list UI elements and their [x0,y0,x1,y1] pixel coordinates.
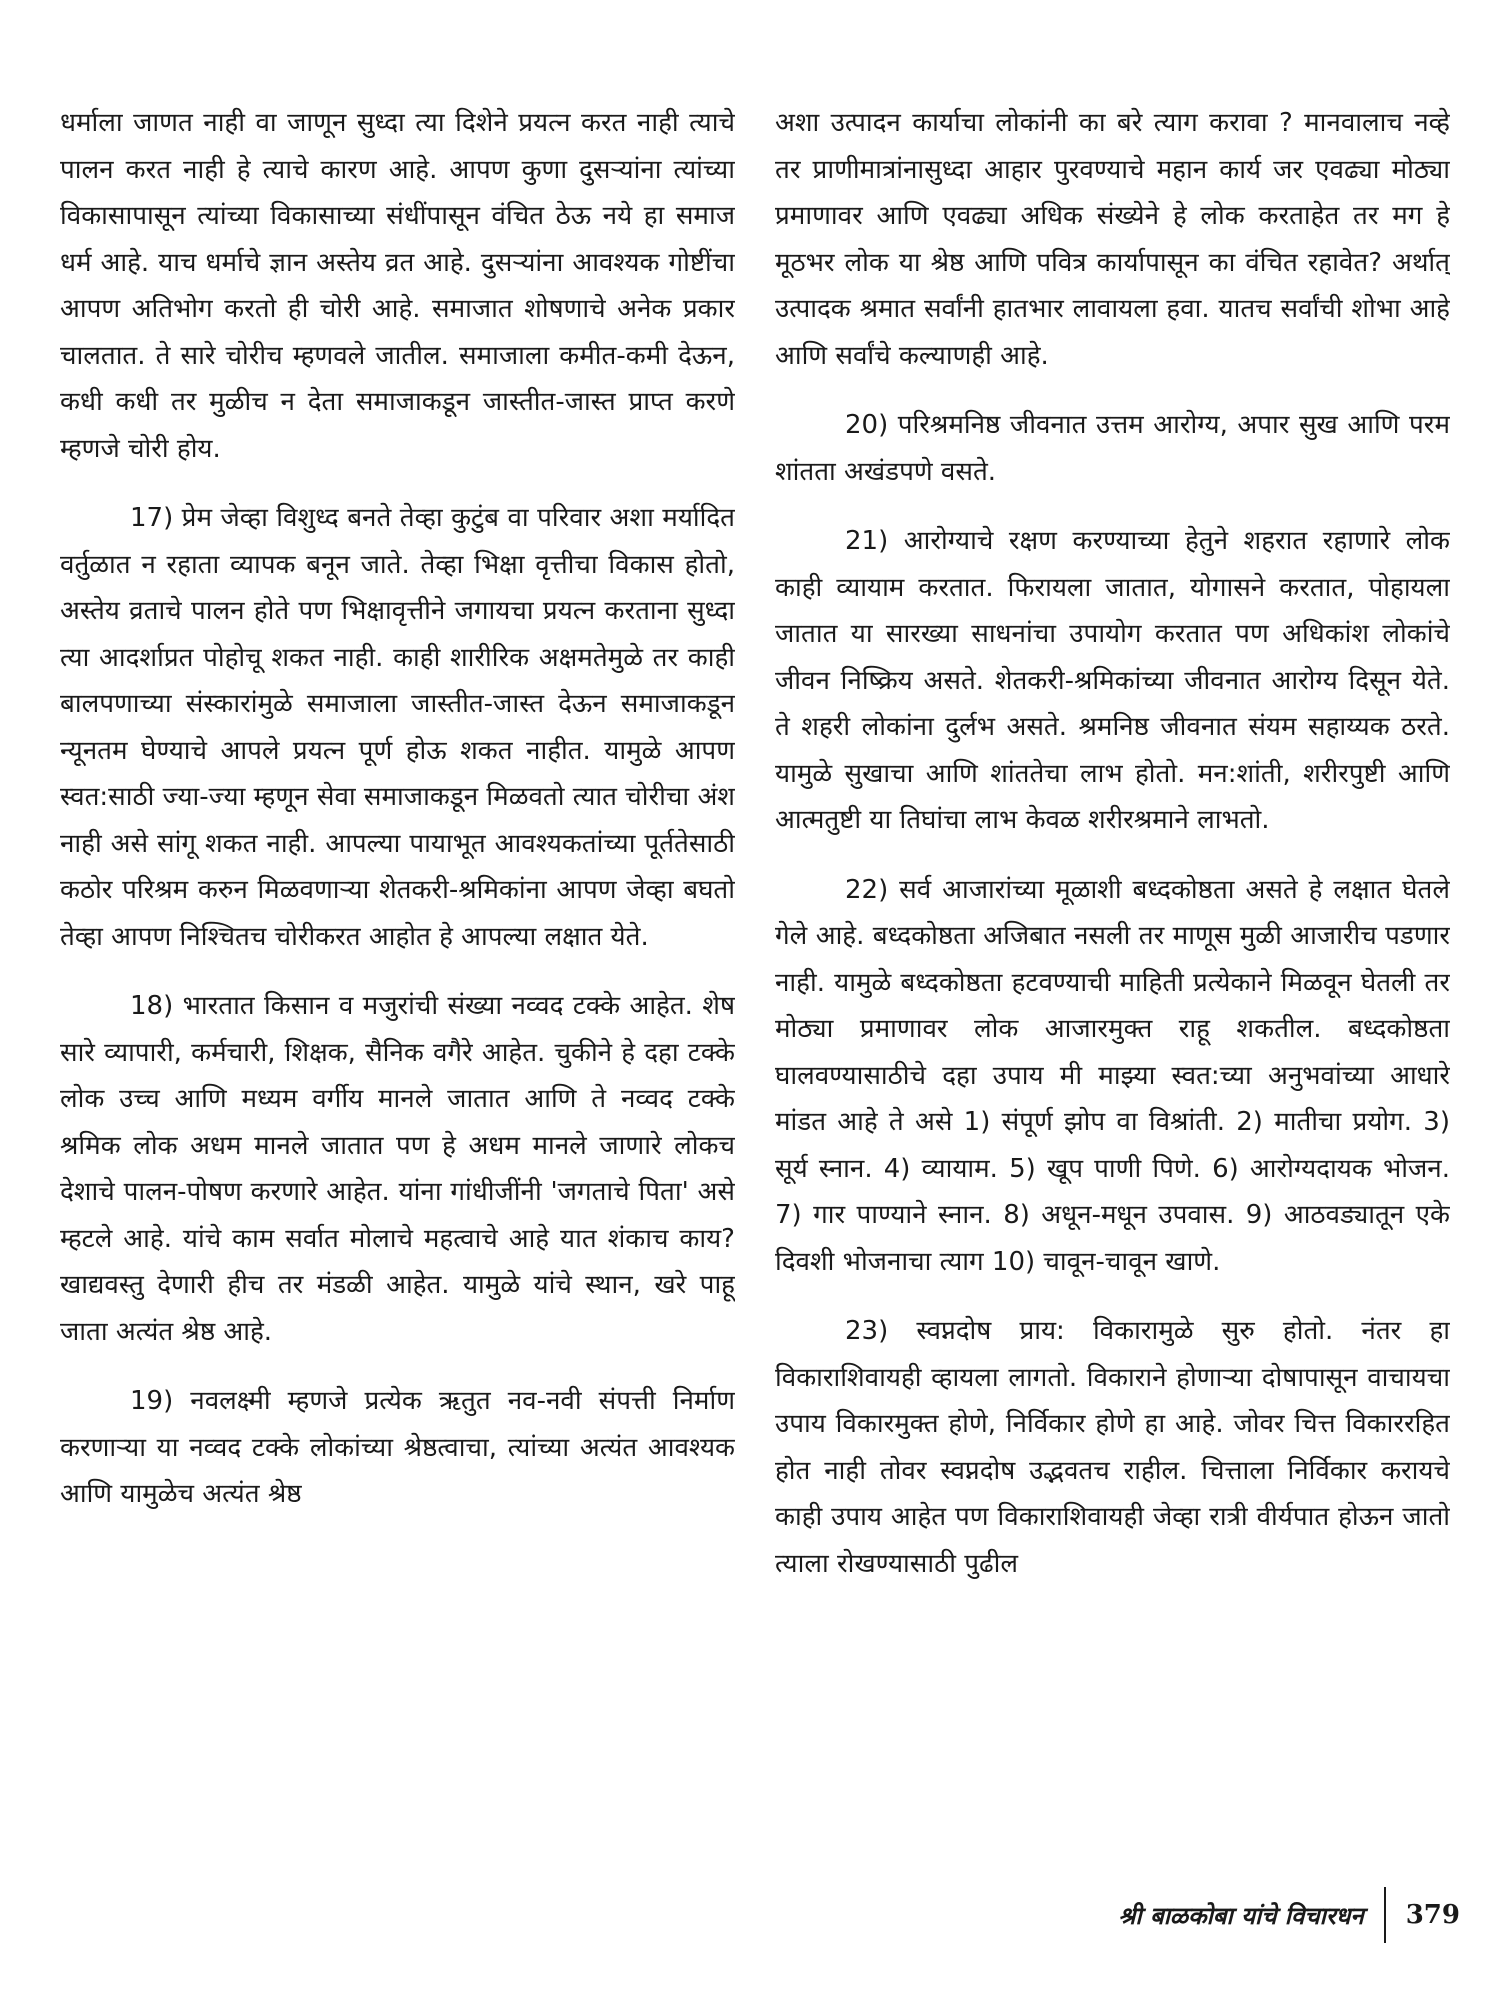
paragraph-continued: धर्माला जाणत नाही वा जाणून सुध्दा त्या दिशेने प्रयत्न करत नाही त्याचे पालन करत नाही हे त्याचे कारण आहे. आपण कुणा दुसऱ्यांना त्यांच्या विकासापासून त्यांच्या विकासाच्या संधींपासून वंचित ठेऊ नये हा समाज धर्म आहे. याच धर्माचे ज्ञान अस्तेय व्रत आहे. दुसऱ्यांना आवश्यक गोष्टींचा आपण अतिभोग करतो ही चोरी आहे. समाजात शोषणाचे अनेक प्रकार चालतात. ते सारे चोरीच म्हणवले जातील. समाजाला कमीत-कमी देऊन, कधी कधी तर मुळीच न देता समाजाकडून जास्तीत-जास्त प्राप्त करणे म्हणजे चोरी होय. [60,108,735,464]
paragraph-18: 18) भारतात किसान व मजुरांची संख्या नव्वद टक्के आहेत. शेष सारे व्यापारी, कर्मचारी, शिक्षक, सैनिक वगैरे आहेत. चुकीने हे दहा टक्के लोक उच्च आणि मध्यम वर्गीय मानले जातात आणि ते नव्वद टक्के श्रमिक लोक अधम मानले जातात पण हे अधम मानले जाणारे लोकच देशाचे पालन-पोषण करणारे आहेत. यांना गांधीजींनी 'जगताचे पिता' असे म्हटले आहे. यांचे काम सर्वात मोलाचे महत्वाचे आहे यात शंकाच काय? खाद्यवस्तु देणारी हीच तर मंडळी आहेत. यामुळे यांचे स्थान, खरे पाहू जाता अत्यंत श्रेष्ठ आहे. [60,991,735,1347]
paragraph-19: 19) नवलक्ष्मी म्हणजे प्रत्येक ऋतुत नव-नवी संपत्ती निर्माण करणाऱ्या या नव्वद टक्के लोकांच्या श्रेष्ठत्वाचा, त्यांच्या अत्यंत आवश्यक आणि यामुळेच अत्यंत श्रेष्ठ [60,1386,735,1509]
paragraph-17: 17) प्रेम जेव्हा विशुध्द बनते तेव्हा कुटुंब वा परिवार अशा मर्यादित वर्तुळात न रहाता व्यापक बनून जाते. तेव्हा भिक्षा वृत्तीचा विकास होतो, अस्तेय व्रताचे पालन होते पण भिक्षावृत्तीने जगायचा प्रयत्न करताना सुध्दा त्या आदर्शाप्रत पोहोचू शकत नाही. काही शारीरिक अक्षमतेमुळे तर काही बालपणाच्या संस्कारांमुळे समाजाला जास्तीत-जास्त देऊन समाजाकडून न्यूनतम घेण्याचे आपले प्रयत्न पूर्ण होऊ शकत नाहीत. यामुळे आपण स्वत:साठी ज्या-ज्या म्हणून सेवा समाजाकडून मिळवतो त्यात चोरीचा अंश नाही असे सांगू शकत नाही. आपल्या पायाभूत आवश्यकतांच्या पूर्ततेसाठी कठोर परिश्रम करुन मिळवणाऱ्या शेतकरी-श्रमिकांना आपण जेव्हा बघतो तेव्हा आपण निश्चितच चोरीकरत आहोत हे आपल्या लक्षात येते. [60,503,735,952]
paragraph-19-continued: अशा उत्पादन कार्याचा लोकांनी का बरे त्याग करावा ? मानवालाच नव्हे तर प्राणीमात्रांनासुध्दा आहार पुरवण्याचे महान कार्य जर एवढ्या मोठ्या प्रमाणावर आणि एवढ्या अधिक संख्येने हे लोक करताहेत तर मग हे मूठभर लोक या श्रेष्ठ आणि पवित्र कार्यापासून का वंचित रहावेत? अर्थात् उत्पादक श्रमात सर्वांनी हातभार लावायला हवा. यातच सर्वांची शोभा आहे आणि सर्वांचे कल्याणही आहे. [775,108,1450,371]
paragraph-23: 23) स्वप्नदोष प्राय: विकारामुळे सुरु होतो. नंतर हा विकाराशिवायही व्हायला लागतो. विकाराने होणाऱ्या दोषापासून वाचायचा उपाय विकारमुक्त होणे, निर्विकार होणे हा आहे. जोवर चित्त विकाररहित होत नाही तोवर स्वप्नदोष उद्भवतच राहील. चित्ताला निर्विकार करायचे काही उपाय आहेत पण विकाराशिवायही जेव्हा रात्री वीर्यपात होऊन जातो त्याला रोखण्यासाठी पुढील [775,1316,1450,1579]
page-number: 379 [1405,1900,1460,1930]
page-footer [1040,1880,1460,1950]
paragraph-20: 20) परिश्रमनिष्ठ जीवनात उत्तम आरोग्य, अपार सुख आणि परम शांतता अखंडपणे वसते. [775,410,1450,487]
paragraph-22: 22) सर्व आजारांच्या मूळाशी बध्दकोष्ठता असते हे लक्षात घेतले गेले आहे. बध्दकोष्ठता अजिबात नसली तर माणूस मुळी आजारीच पडणार नाही. यामुळे बध्दकोष्ठता हटवण्याची माहिती प्रत्येकाने मिळवून घेतली तर मोठ्या प्रमाणावर लोक आजारमुक्त राहू शकतील. बध्दकोष्ठता घालवण्यासाठीचे दहा उपाय मी माझ्या स्वत:च्या अनुभवांच्या आधारे मांडत आहे ते असे 1) संपूर्ण झोप वा विश्रांती. 2) मातीचा प्रयोग. 3) सूर्य स्नान. 4) व्यायाम. 5) खूप पाणी पिणे. 6) आरोग्यदायक भोजन. 7) गार पाण्याने स्नान. 8) अधून-मधून उपवास. 9) आठवड्यातून एके दिवशी भोजनाचा त्याग 10) चावून-चावून खाणे. [775,874,1450,1277]
right-column [775,100,1450,1880]
paragraph-21: 21) आरोग्याचे रक्षण करण्याच्या हेतुने शहरात रहाणारे लोक काही व्यायाम करतात. फिरायला जातात, योगासने करतात, पोहायला जातात या सारख्या साधनांचा उपायोग करतात पण अधिकांश लोकांचे जीवन निष्क्रिय असते. शेतकरी-श्रमिकांच्या जीवनात आरोग्य दिसून येते. ते शहरी लोकांना दुर्लभ असते. श्रमनिष्ठ जीवनात संयम सहाय्यक ठरते. यामुळे सुखाचा आणि शांततेचा लाभ होतो. मन:शांती, शरीरपुष्टी आणि आत्मतुष्टी या तिघांचा लाभ केवळ शरीरश्रमाने लाभतो. [775,526,1450,835]
left-column [60,100,735,1880]
running-footer-title: श्री बाळकोबा यांचे विचारधन [1118,1901,1364,1930]
